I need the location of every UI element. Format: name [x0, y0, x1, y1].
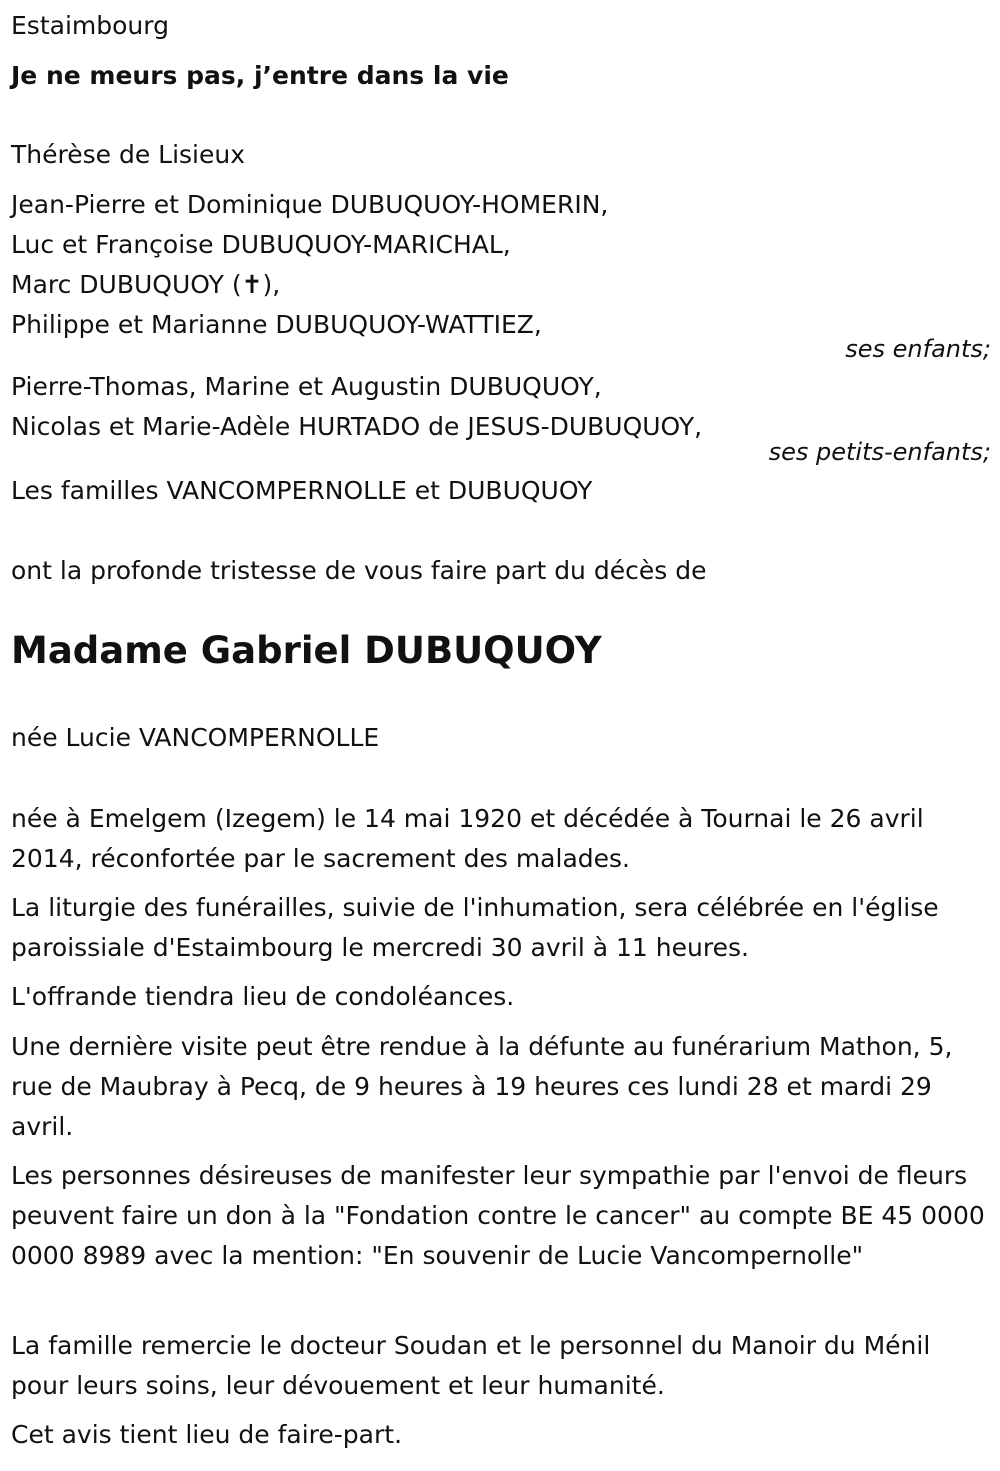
funeral-paragraph: La liturgie des funérailles, suivie de l'inhumation, sera célébrée en l'église paroissiale d'Estaimbourg le mercredi 30 avril à 11 heures. — [11, 893, 939, 962]
epigraph-quote: Je ne meurs pas, j’entre dans la vie — [11, 61, 509, 90]
announcement-text: ont la profonde tristesse de vous faire part du décès de — [11, 556, 707, 585]
children-line: Philippe et Marianne DUBUQUOY-WATTIEZ, — [11, 310, 542, 339]
children-list — [11, 185, 991, 345]
grandchildren-role-label: ses petits-enfants; — [768, 438, 991, 466]
epigraph-author: Thérèse de Lisieux — [11, 140, 246, 169]
donation-paragraph: Les personnes désireuses de manifester leur sympathie par l'envoi de fleurs peuvent faire un don à la "Fondation contre le cancer" au compte BE 45 0000 0000 8989 avec la mention: "En souvenir de Lucie Vancompernolle" — [11, 1161, 985, 1270]
birth-death-paragraph: née à Emelgem (Izegem) le 14 mai 1920 et décédée à Tournai le 26 avril 2014, réconfortée par le sacrement des malades. — [11, 804, 924, 873]
closing-paragraph: Cet avis tient lieu de faire-part. — [11, 1420, 403, 1449]
thanks-paragraph: La famille remercie le docteur Soudan et le personnel du Manoir du Ménil pour leurs soins, leur dévouement et leur humanité. — [11, 1331, 931, 1400]
deceased-maiden-name: née Lucie VANCOMPERNOLLE — [11, 723, 380, 752]
children-line: Luc et Françoise DUBUQUOY-MARICHAL, — [11, 230, 511, 259]
visit-paragraph: Une dernière visite peut être rendue à la défunte au funérarium Mathon, 5, rue de Maubray à Pecq, de 9 heures à 19 heures ces lundi 28 et mardi 29 avril. — [11, 1032, 953, 1141]
families-line: Les familles VANCOMPERNOLLE et DUBUQUOY — [11, 476, 593, 505]
deceased-name: Madame Gabriel DUBUQUOY — [11, 629, 602, 672]
children-line: Jean-Pierre et Dominique DUBUQUOY-HOMERIN, — [11, 190, 609, 219]
grandchildren-line: Pierre-Thomas, Marine et Augustin DUBUQUOY, — [11, 372, 602, 401]
grandchildren-line: Nicolas et Marie-Adèle HURTADO de JESUS-DUBUQUOY, — [11, 412, 703, 441]
offering-paragraph: L'offrande tiendra lieu de condoléances. — [11, 982, 515, 1011]
children-line: Marc DUBUQUOY (✝), — [11, 270, 281, 299]
grandchildren-list — [11, 367, 991, 447]
place-name: Estaimbourg — [11, 11, 169, 40]
children-role-label: ses enfants; — [845, 335, 991, 363]
